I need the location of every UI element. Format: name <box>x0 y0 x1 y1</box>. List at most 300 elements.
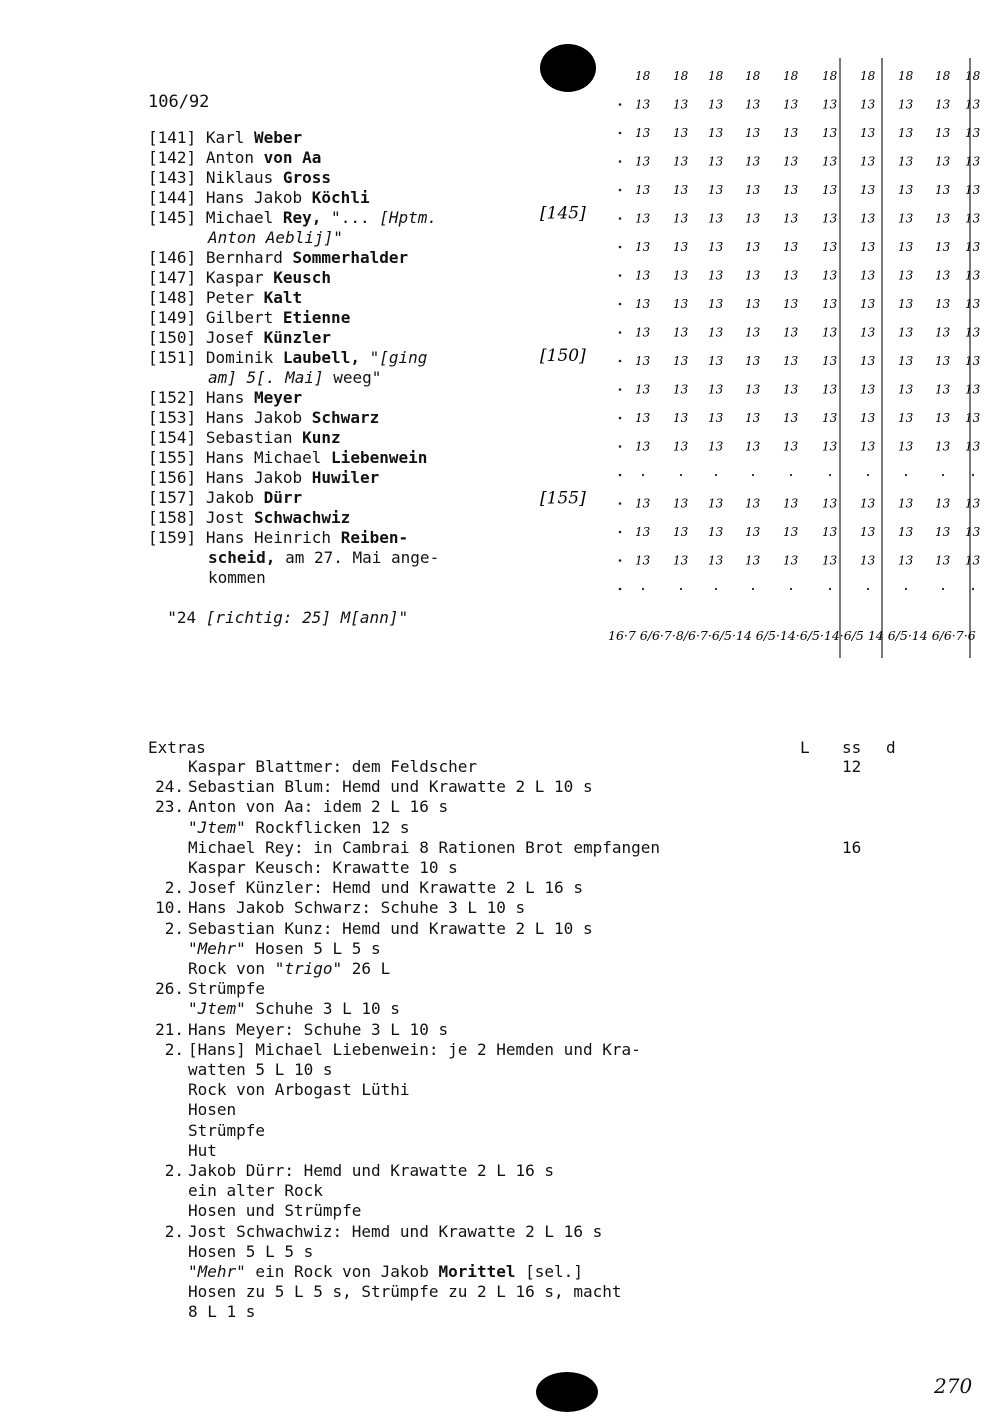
ledger-cell-value: 13 <box>708 211 724 226</box>
roster-note-italic: am] 5[. Mai] <box>208 368 324 387</box>
ledger-cell-value: 13 <box>822 268 838 283</box>
ledger-header-value: 18 <box>745 69 761 83</box>
ledger-cell-value: 13 <box>860 154 876 169</box>
ledger-dot <box>829 474 831 476</box>
extras-line <box>188 959 390 979</box>
ledger-cell-value: 13 <box>708 297 724 311</box>
ledger-cell-value: 13 <box>783 126 799 140</box>
roster-number: [159] <box>148 528 197 547</box>
ledger-cell-value: 13 <box>935 97 951 112</box>
extras-line <box>188 1302 255 1322</box>
ledger-cell-value: 13 <box>860 553 876 568</box>
ledger-cell-value: 13 <box>935 240 951 254</box>
extras-text: watten 5 L 10 s <box>188 1060 333 1079</box>
extras-quote-italic: "Jtem" <box>188 999 246 1019</box>
ledger-cell-value: 13 <box>783 382 799 397</box>
ledger-dot <box>619 531 622 534</box>
ledger-cell-value: 13 <box>965 297 980 311</box>
ledger-header-value: 18 <box>635 69 651 83</box>
ledger-cell-value: 13 <box>673 268 689 283</box>
ledger-cell-value: 13 <box>898 97 914 112</box>
ledger-dot <box>680 588 682 590</box>
extras-ss-value: 16 <box>842 837 862 857</box>
extras-line <box>188 1060 333 1080</box>
roster-total: "24 [richtig: 25] M[ann]" <box>167 608 409 627</box>
roster-last-name: Meyer <box>253 388 303 407</box>
ledger-cell-value: 13 <box>745 126 761 140</box>
ledger-dot <box>619 274 622 277</box>
ledger-cell-value: 13 <box>783 154 799 169</box>
ledger-cell-value: 13 <box>935 325 951 340</box>
extras-line <box>188 1100 236 1120</box>
ledger-dot <box>942 474 944 476</box>
ledger-cell-value: 13 <box>673 496 689 511</box>
ledger-cell-value: 13 <box>860 268 876 283</box>
page-id: 106/92 <box>148 92 210 112</box>
extras-text: [sel.] <box>515 1262 583 1281</box>
ledger-cell-value: 13 <box>935 183 951 197</box>
ledger-cell-value: 13 <box>822 183 838 197</box>
extras-item-number: 2. <box>164 1039 184 1059</box>
roster-note-italic: [Hptm. <box>379 208 438 227</box>
ledger-cell-value: 13 <box>860 126 876 140</box>
ledger-marker: [150] <box>540 346 586 366</box>
ledger-cell-value: 13 <box>745 297 761 311</box>
ledger-cell-value: 13 <box>822 354 838 368</box>
ledger-cell-value: 13 <box>898 439 914 454</box>
roster-last-name: Sommerhalder <box>292 248 409 267</box>
extras-col-ss: ss <box>842 738 862 757</box>
extras-line <box>188 1262 583 1282</box>
extras-item-number: 26. <box>155 979 184 999</box>
ledger-cell-value: 13 <box>898 382 914 397</box>
ledger-header-value: 18 <box>822 69 838 83</box>
extras-item-number: 23. <box>155 797 184 817</box>
extras-title: Extras <box>148 738 206 757</box>
roster-entry <box>148 308 350 328</box>
extras-line <box>188 919 593 939</box>
ledger-dot <box>619 388 622 391</box>
extras-name-bold: Morittel <box>438 1262 516 1281</box>
ledger-dot <box>715 588 717 590</box>
extras-text: Kaspar Keusch: Krawatte 10 s <box>188 858 458 877</box>
ledger-dot <box>619 103 622 106</box>
roster-number: [155] <box>148 448 197 467</box>
extras-text: Sebastian Kunz: Hemd und Krawatte 2 L 10 s <box>188 918 593 938</box>
ledger-cell-value: 13 <box>965 325 980 340</box>
roster-entry <box>148 428 341 448</box>
roster-number: [145] <box>148 208 197 227</box>
roster-last-name: Schwachwiz <box>253 508 351 527</box>
ledger-dot <box>619 559 622 562</box>
roster-entry-continuation <box>208 368 381 388</box>
roster-entry <box>148 128 302 148</box>
ledger-dot <box>790 588 792 590</box>
extras-item-number: 21. <box>155 1019 184 1039</box>
extras-line <box>188 1242 313 1262</box>
roster-entry <box>148 468 379 488</box>
ledger-cell-value: 13 <box>898 240 914 254</box>
ledger-cell-value: 13 <box>673 525 689 539</box>
ledger-cell-value: 13 <box>965 382 980 397</box>
roster-entry-continuation <box>208 228 343 248</box>
roster-entry <box>148 168 331 188</box>
ledger-cell-value: 13 <box>783 354 799 368</box>
ledger-cell-value: 13 <box>745 525 761 539</box>
ledger-cell-value: 13 <box>965 183 980 197</box>
ledger-cell-value: 13 <box>708 496 724 511</box>
ledger-cell-value: 13 <box>708 268 724 283</box>
ledger-cell-value: 13 <box>965 268 980 283</box>
ledger-cell-value: 13 <box>635 297 651 311</box>
ledger-cell-value: 13 <box>673 439 689 454</box>
ledger-cell-value: 13 <box>935 154 951 169</box>
ledger-cell-value: 13 <box>822 382 838 397</box>
ledger-cell-value: 13 <box>745 183 761 197</box>
ledger-cell-value: 13 <box>673 154 689 169</box>
ledger-cell-value: 13 <box>860 97 876 112</box>
ledger-cell-value: 13 <box>635 439 651 454</box>
ledger-cell-value: 13 <box>745 354 761 368</box>
roster-entry <box>148 268 331 288</box>
roster-first-name: Jakob <box>205 488 254 507</box>
ledger-cell-value: 13 <box>673 183 689 197</box>
ledger-cell-value: 13 <box>635 154 651 169</box>
roster-first-name: Peter <box>205 288 254 307</box>
ledger-cell-value: 13 <box>783 411 799 425</box>
ledger-dot <box>715 474 717 476</box>
extras-text: Jakob Dürr: Hemd und Krawatte 2 L 16 s <box>188 1161 555 1180</box>
roster-number: [157] <box>148 488 197 507</box>
ledger-dot <box>972 588 974 590</box>
extras-text: Rock von " <box>188 959 285 978</box>
ledger-cell-value: 13 <box>635 382 651 397</box>
roster-last-name: Kalt <box>263 288 303 307</box>
ledger-dot <box>619 360 622 363</box>
extras-item-number: 2. <box>164 878 184 898</box>
ledger-cell-value: 13 <box>898 268 914 283</box>
ledger-cell-value: 13 <box>673 325 689 340</box>
ledger-cell-value: 13 <box>935 525 951 539</box>
ledger-cell-value: 13 <box>935 211 951 226</box>
extras-line <box>188 1040 641 1060</box>
ledger-cell-value: 13 <box>635 240 651 254</box>
extras-text: Sebastian Blum: Hemd und Krawatte 2 L 10 s <box>188 777 593 797</box>
ledger-cell-value: 13 <box>860 183 876 197</box>
extras-text: Hosen <box>188 1100 237 1120</box>
extras-line <box>188 818 410 838</box>
ledger-cell-value: 13 <box>965 496 980 511</box>
roster-entry <box>148 328 331 348</box>
ledger-cell-value: 13 <box>783 325 799 340</box>
roster-entry-continuation <box>208 568 266 588</box>
extras-text: Michael Rey: in Cambrai 8 Rationen Brot empfangen <box>188 837 661 857</box>
ledger-cell-value: 13 <box>898 354 914 368</box>
roster-note: " <box>333 228 343 247</box>
extras-line <box>188 1222 602 1242</box>
ledger-cell-value: 13 <box>673 126 689 140</box>
extras-line <box>188 1282 621 1302</box>
ledger-cell-value: 13 <box>708 154 724 169</box>
extras-ss-value: 12 <box>842 757 862 776</box>
roster-number: [151] <box>148 348 197 367</box>
ledger-cell-value: 13 <box>935 553 951 568</box>
ledger-cell-value: 13 <box>860 297 876 311</box>
ledger-cell-value: 13 <box>635 411 651 425</box>
ledger-dot <box>867 588 869 590</box>
ledger-dot <box>619 132 622 135</box>
extras-text: Kaspar Blattmer: dem Feldscher <box>188 757 477 776</box>
extras-text: Hosen 5 L 5 s <box>245 938 381 958</box>
roster-number: [158] <box>148 508 197 527</box>
ledger-dot <box>642 474 644 476</box>
roster-number: [144] <box>148 188 197 207</box>
extras-quote-italic: "Mehr" <box>188 1262 246 1281</box>
extras-line <box>188 898 525 918</box>
ledger-cell-value: 13 <box>965 525 980 539</box>
roster-note-italic: [ging <box>379 348 428 367</box>
extras-quote-italic: "Jtem" <box>188 817 246 837</box>
roster-first-name: Hans Jakob <box>205 188 303 207</box>
roster-number: [156] <box>148 468 197 487</box>
roster-last-name: Weber <box>253 128 303 147</box>
ledger-cell-value: 13 <box>635 496 651 511</box>
extras-text: Hosen und Strümpfe <box>188 1201 362 1221</box>
ledger-dot <box>680 474 682 476</box>
ledger-cell-value: 13 <box>673 553 689 568</box>
ledger-cell-value: 13 <box>745 411 761 425</box>
ledger-cell-value: 13 <box>635 97 651 112</box>
ledger-cell-value: 13 <box>745 240 761 254</box>
extras-text: Josef Künzler: Hemd und Krawatte 2 L 16 s <box>188 878 583 898</box>
extras-text: Hans Jakob Schwarz: Schuhe 3 L 10 s <box>188 898 526 918</box>
ledger-cell-value: 13 <box>965 354 980 368</box>
ledger-dot <box>752 588 754 590</box>
roster-first-name: Gilbert <box>205 308 274 327</box>
ledger-cell-value: 13 <box>965 240 980 254</box>
roster-last-name: scheid, <box>208 548 276 567</box>
extras-line <box>188 1121 265 1141</box>
ledger-dot <box>752 474 754 476</box>
roster-last-name: Schwarz <box>311 408 380 427</box>
ledger-cell-value: 13 <box>860 325 876 340</box>
roster-last-name: Rey, <box>282 208 322 227</box>
extras-text: Hans Meyer: Schuhe 3 L 10 s <box>188 1019 449 1039</box>
extras-line <box>188 757 477 777</box>
roster-number: [146] <box>148 248 197 267</box>
roster-first-name: Niklaus <box>205 168 274 187</box>
ledger-dot <box>905 474 907 476</box>
ledger-cell-value: 13 <box>860 382 876 397</box>
ledger-cell-value: 13 <box>635 553 651 568</box>
extras-text: Schuhe 3 L 10 s <box>245 999 400 1019</box>
extras-line <box>188 797 448 817</box>
roster-note: weeg" <box>323 368 382 387</box>
ledger-cell-value: 13 <box>708 126 724 140</box>
ledger-cell-value: 13 <box>860 496 876 511</box>
extras-line <box>188 939 381 959</box>
ledger-dot <box>905 588 907 590</box>
ledger-cell-value: 13 <box>822 325 838 340</box>
ledger-cell-value: 13 <box>783 525 799 539</box>
ledger-cell-value: 13 <box>965 553 980 568</box>
roster-note: am 27. Mai ange- <box>275 548 440 567</box>
roster-entry <box>148 508 350 528</box>
extras-line <box>188 878 583 898</box>
ledger-cell-value: 13 <box>822 240 838 254</box>
extras-line <box>188 1161 554 1181</box>
extras-quote-italic: trigo <box>284 959 333 978</box>
ledger-cell-value: 13 <box>708 354 724 368</box>
punch-hole-bottom <box>536 1372 598 1412</box>
ledger-cell-value: 13 <box>745 382 761 397</box>
ledger-dot <box>867 474 869 476</box>
ledger-cell-value: 13 <box>708 325 724 340</box>
extras-line <box>188 1141 217 1161</box>
roster-last-name: Liebenwein <box>331 448 428 467</box>
ledger-dot <box>619 445 622 448</box>
roster-last-name: Kunz <box>302 428 341 447</box>
roster-first-name: Hans <box>205 388 245 407</box>
ledger-cell-value: 13 <box>965 126 980 140</box>
roster-entry <box>148 288 302 308</box>
roster-entry <box>148 208 437 228</box>
ledger-cell-value: 13 <box>708 240 724 254</box>
ledger-cell-value: 13 <box>898 297 914 311</box>
ledger-drawing <box>540 58 980 668</box>
roster-last-name: Künzler <box>263 328 332 347</box>
ledger-cell-value: 13 <box>635 325 651 340</box>
ledger-cell-value: 13 <box>745 154 761 169</box>
ledger-dot <box>619 474 622 477</box>
extras-col-d: d <box>886 738 896 757</box>
extras-text: Hut <box>188 1140 217 1160</box>
extras-text: Rockflicken 12 s <box>245 817 410 837</box>
ledger-cell-value: 13 <box>783 183 799 197</box>
roster-first-name: Jost <box>205 508 245 527</box>
ledger-cell-value: 13 <box>935 126 951 140</box>
ledger-cell-value: 13 <box>783 240 799 254</box>
ledger-dot <box>619 588 622 591</box>
ledger-cell-value: 13 <box>965 411 980 425</box>
ledger-cell-value: 13 <box>935 354 951 368</box>
ledger-header-value: 18 <box>673 69 689 83</box>
roster-first-name: Hans Jakob <box>205 408 303 427</box>
ledger-cell-value: 13 <box>745 268 761 283</box>
ledger-marker: [155] <box>540 488 586 509</box>
ledger-cell-value: 13 <box>708 439 724 454</box>
ledger-cell-value: 13 <box>822 126 838 140</box>
ledger-cell-value: 13 <box>822 439 838 454</box>
roster-last-name: Keusch <box>273 268 332 287</box>
ledger-cell-value: 13 <box>745 553 761 568</box>
ledger-cell-value: 13 <box>635 525 651 539</box>
ledger-header-value: 18 <box>860 69 876 83</box>
ledger-dot <box>619 160 622 163</box>
ledger-totals: 16·7 6/6·7·8/6·7·6/5·14 6/5·14·6/5·14·6/5 14 6/5·14 6/6·7·6 <box>608 628 976 643</box>
roster-number: [143] <box>148 168 197 187</box>
ledger-cell-value: 13 <box>635 126 651 140</box>
roster-number: [149] <box>148 308 197 327</box>
ledger-cell-value: 13 <box>708 97 724 112</box>
ledger-cell-value: 13 <box>673 97 689 112</box>
roster-entry <box>148 148 321 168</box>
extras-text: Hosen zu 5 L 5 s, Strümpfe zu 2 L 16 s, macht <box>188 1282 622 1302</box>
ledger-cell-value: 13 <box>783 268 799 283</box>
ledger-cell-value: 13 <box>935 382 951 397</box>
roster-first-name: Dominik <box>205 348 274 367</box>
ledger-cell-value: 13 <box>935 496 951 511</box>
ledger-cell-value: 13 <box>898 154 914 169</box>
roster-number: [150] <box>148 328 197 347</box>
ledger-cell-value: 13 <box>898 553 914 568</box>
ledger-cell-value: 13 <box>783 211 799 226</box>
ledger-header-value: 18 <box>935 69 951 83</box>
ledger-header-value: 18 <box>965 69 980 83</box>
roster-entry <box>148 348 427 368</box>
extras-item-number: 2. <box>164 918 184 938</box>
ledger-cell-value: 13 <box>965 97 980 112</box>
extras-quote-italic: "Mehr" <box>188 938 246 958</box>
extras-text: 8 L 1 s <box>188 1302 256 1322</box>
page-number: 270 <box>934 1374 973 1398</box>
ledger-cell-value: 13 <box>708 411 724 425</box>
ledger-cell-value: 13 <box>708 553 724 568</box>
ledger-cell-value: 13 <box>673 354 689 368</box>
roster-first-name: Karl <box>205 128 245 147</box>
ledger-header-value: 18 <box>898 69 914 83</box>
ledger-cell-value: 13 <box>860 439 876 454</box>
roster-first-name: Michael <box>205 208 274 227</box>
roster-number: [152] <box>148 388 197 407</box>
extras-line <box>188 979 265 999</box>
ledger-cell-value: 13 <box>673 240 689 254</box>
extras-text: Anton von Aa: idem 2 L 16 s <box>188 797 449 817</box>
ledger-cell-value: 13 <box>745 325 761 340</box>
ledger-dot <box>829 588 831 590</box>
roster-note: kommen <box>208 568 266 587</box>
roster-entry-continuation <box>208 548 439 568</box>
roster-entry <box>148 248 408 268</box>
ledger-cell-value: 13 <box>635 354 651 368</box>
roster-first-name: Sebastian <box>205 428 293 447</box>
ledger-cell-value: 13 <box>635 268 651 283</box>
ledger-cell-value: 13 <box>673 382 689 397</box>
roster-entry <box>148 388 302 408</box>
roster-last-name: Köchli <box>311 188 370 207</box>
ledger-cell-value: 13 <box>822 154 838 169</box>
ledger-cell-value: 13 <box>898 525 914 539</box>
roster-number: [153] <box>148 408 197 427</box>
extras-text: [Hans] Michael Liebenwein: je 2 Hemden und Kra- <box>188 1039 641 1059</box>
ledger-cell-value: 13 <box>635 211 651 226</box>
extras-line <box>188 838 660 858</box>
roster-number: [148] <box>148 288 197 307</box>
ledger-cell-value: 13 <box>860 240 876 254</box>
ledger-cell-value: 13 <box>822 97 838 112</box>
ledger-cell-value: 13 <box>965 154 980 169</box>
ledger-cell-value: 13 <box>935 439 951 454</box>
ledger-dot <box>619 502 622 505</box>
roster-number: [154] <box>148 428 197 447</box>
ledger-dot <box>619 303 622 306</box>
ledger-cell-value: 13 <box>898 411 914 425</box>
extras-line <box>188 1020 448 1040</box>
ledger-cell-value: 13 <box>745 439 761 454</box>
ledger-cell-value: 13 <box>673 297 689 311</box>
roster-note: "... <box>321 208 380 227</box>
ledger-cell-value: 13 <box>708 183 724 197</box>
